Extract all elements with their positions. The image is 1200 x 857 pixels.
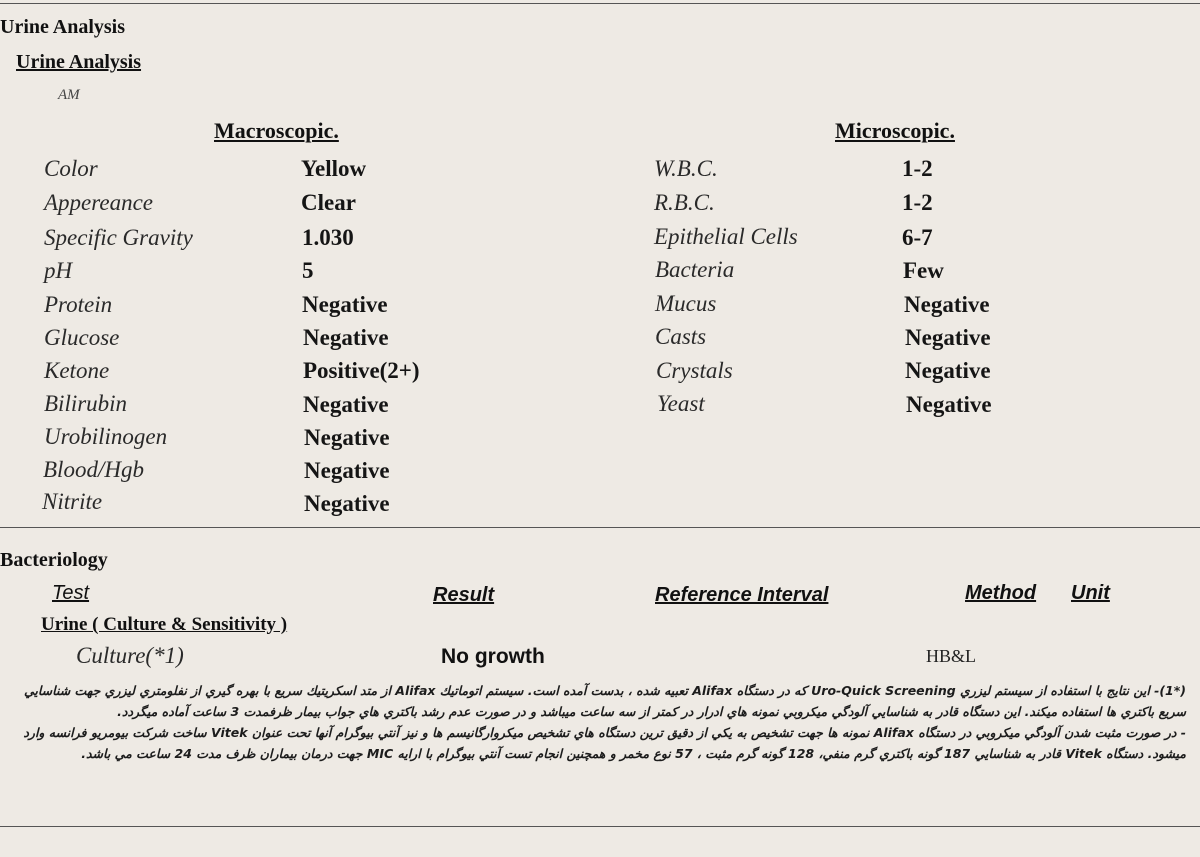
macro-label: Color (44, 156, 98, 181)
micro-value: 1-2 (902, 190, 933, 215)
macro-label: Appereance (44, 190, 153, 215)
macro-label: Nitrite (42, 489, 103, 514)
micro-value: 1-2 (902, 156, 933, 181)
macro-value: Yellow (301, 156, 367, 181)
micro-label: R.B.C. (654, 190, 715, 215)
macro-value: Negative (303, 392, 389, 417)
footnote-paragraph: (*1)- اين نتايج با استفاده از سيستم ليزري Uro-Quick Screening كه در دستگاه Alifax تعبيه شده ، بدست آمده است. سيستم اتوماتيك Alifax از متد اسكريتيك سريع با بهره گيري از نفلومتري ليزري جهت شناسايي سريع باكتري ها استفاده ميكند. اين دستگاه قادر به شناسايي آلودگي ميكروبي نمونه هاي ادرار در كمتر از سه ساعت ميباشد و در صورت عدم رشد باكتري هاي جواب بيمار ظرفمدت 3 ساعت آماده ميگردد. (23, 683, 1186, 719)
microscopic-heading: Microscopic. (835, 118, 955, 143)
macro-value: Negative (304, 491, 390, 516)
test-result: No growth (441, 645, 545, 668)
column-header-result: Result (433, 584, 495, 606)
footnote-paragraph: - در صورت مثبت شدن آلودگي ميكروبي در دستگاه Alifax نمونه ها جهت تشخيص به يكي از دقيق ترين دستگاه هاي تشخيص ميكروارگانيسم ها و نيز آنتي بيوگرام آنها تحت عنوان Vitek ساخت شركت بيومريو فرانسه وارد ميشود. دستگاه Vitek قادر به شناسايي 187 گونه باكتري گرم منفي، 128 گونه گرم مثبت ، 57 نوع مخمر و همچنين انجام تست آنتي بيوگرام با ارايه MIC جهت درمان بيماران ظرف مدت 24 ساعت مي باشد. (23, 725, 1186, 761)
micro-label: Crystals (656, 358, 733, 383)
macro-label: Specific Gravity (44, 225, 193, 250)
column-header-reference: Reference Interval (655, 584, 829, 606)
micro-label: Mucus (655, 291, 717, 316)
macro-label: Blood/Hgb (43, 457, 144, 482)
macro-label: Bilirubin (44, 391, 128, 416)
macro-value: Negative (302, 292, 388, 317)
macroscopic-heading: Macroscopic. (214, 118, 339, 143)
footnote (0, 680, 1186, 764)
macro-value: 5 (302, 258, 314, 283)
macro-value: Negative (304, 425, 390, 450)
section-title: Urine Analysis (0, 16, 126, 38)
macro-value: 1.030 (302, 225, 354, 250)
macro-value: Negative (304, 458, 390, 483)
micro-value: 6-7 (902, 225, 933, 250)
micro-value: Negative (905, 325, 991, 350)
column-header-test: Test (52, 582, 90, 604)
micro-label: Epithelial Cells (654, 224, 798, 249)
micro-label: W.B.C. (654, 156, 718, 181)
micro-value: Negative (904, 292, 990, 317)
macro-value: Clear (301, 190, 356, 215)
bottom-divider (0, 826, 1200, 827)
macro-label: pH (44, 258, 73, 283)
micro-value: Negative (906, 392, 992, 417)
top-divider (0, 3, 1200, 4)
column-header-unit: Unit (1071, 582, 1110, 604)
test-method: HB&L (926, 646, 977, 666)
column-header-method: Method (965, 582, 1037, 604)
macro-label: Protein (44, 292, 113, 317)
bacteriology-title: Bacteriology (0, 549, 108, 571)
test-name: Culture(*1) (76, 643, 184, 668)
macro-value: Negative (303, 325, 389, 350)
micro-label: Casts (655, 324, 707, 349)
micro-label: Bacteria (655, 257, 735, 282)
micro-value: Few (903, 258, 944, 283)
section-divider (0, 527, 1200, 528)
sample-time: AM (58, 87, 80, 103)
macro-label: Ketone (44, 358, 110, 383)
micro-label: Yeast (657, 391, 705, 416)
micro-value: Negative (905, 358, 991, 383)
test-group-title: Urine ( Culture & Sensitivity ) (41, 614, 288, 635)
macro-label: Urobilinogen (44, 424, 168, 449)
report-subtitle: Urine Analysis (16, 51, 142, 73)
macro-label: Glucose (44, 325, 120, 350)
macro-value: Positive(2+) (303, 358, 420, 383)
